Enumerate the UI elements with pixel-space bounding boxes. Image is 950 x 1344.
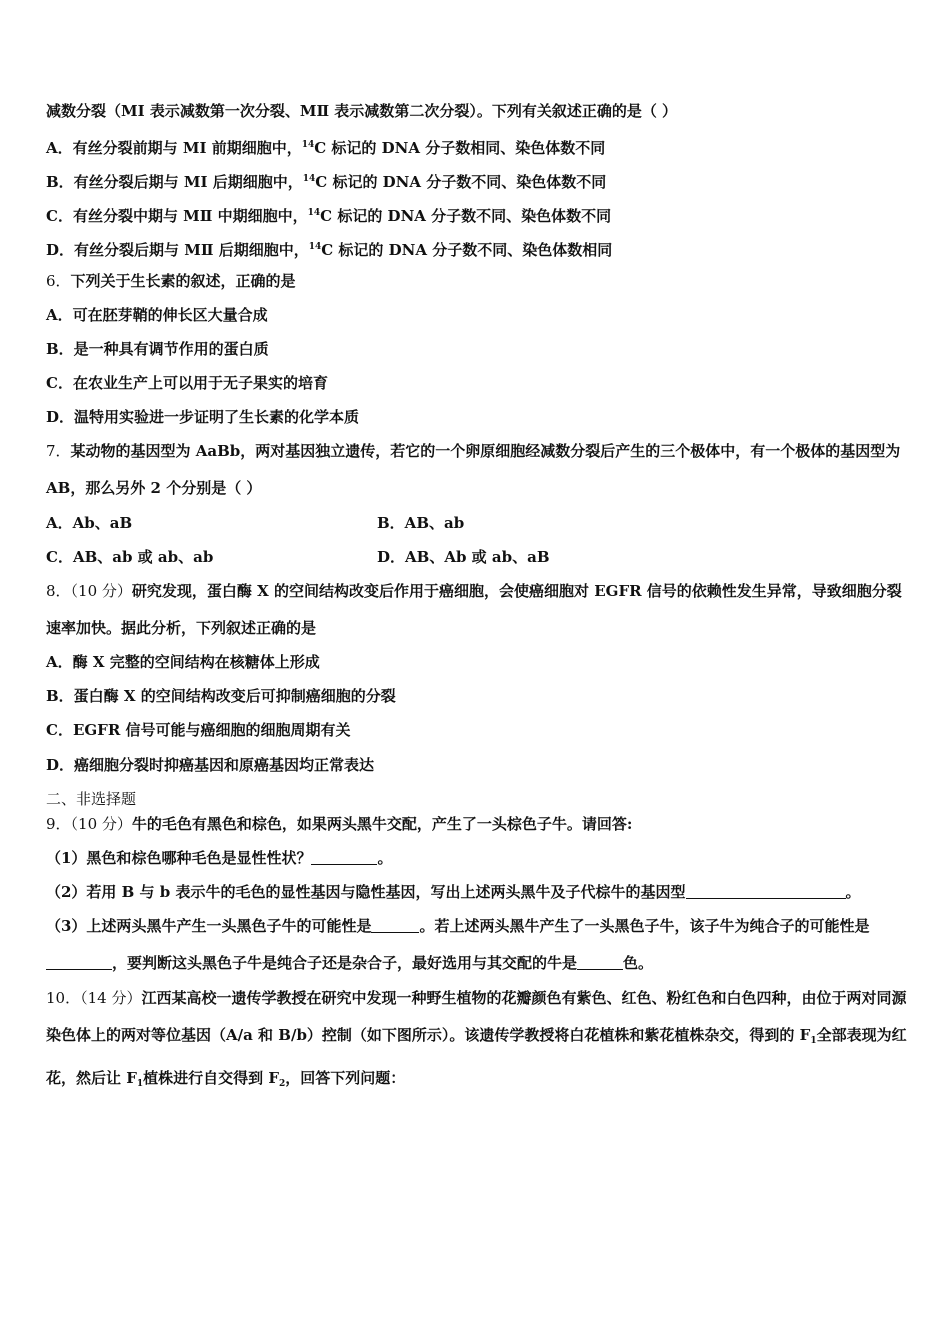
q5-option-a: A．有丝分裂前期与 MI 前期细胞中，$^{14}$C 标记的 DNA 分子数相同、染色体数不同 <box>46 139 606 157</box>
q7-options-row-1 <box>46 513 914 533</box>
q8-option-c: C．EGFR 信号可能与癌细胞的细胞周期有关 <box>46 721 351 739</box>
q8-option-a: A．酶 X 完整的空间结构在核糖体上形成 <box>46 653 320 671</box>
q6-stem: 6．下列关于生长素的叙述，正确的是 <box>46 272 296 290</box>
answer-blank[interactable] <box>311 850 377 865</box>
answer-blank[interactable] <box>577 955 623 970</box>
q5-option-d: D．有丝分裂后期与 MⅡ 后期细胞中，$^{14}$C 标记的 DNA 分子数不同、染色体数相同 <box>46 241 613 259</box>
answer-blank[interactable] <box>46 955 112 970</box>
q5-option-c: C．有丝分裂中期与 MⅡ 中期细胞中，$^{14}$C 标记的 DNA 分子数不同、染色体数不同 <box>46 207 612 225</box>
q7-option-d: D．AB、Ab 或 ab、aB <box>377 548 550 566</box>
q6-option-a: A．可在胚芽鞘的伸长区大量合成 <box>46 306 268 324</box>
section-2-heading: 二、非选择题 <box>46 790 137 808</box>
answer-blank[interactable] <box>371 918 419 933</box>
q8-option-d: D．癌细胞分裂时抑癌基因和原癌基因均正常表达 <box>46 756 375 774</box>
q9-part-2: （2）若用 B 与 b 表示牛的毛色的显性基因与隐性基因，写出上述两头黑牛及子代棕牛的基因型 。 <box>46 883 861 901</box>
q6-option-d: D．温特用实验进一步证明了生长素的化学本质 <box>46 408 360 426</box>
q5-stem: 减数分裂（MI 表示减数第一次分裂、MⅡ 表示减数第二次分裂）。下列有关叙述正确的是（ ） <box>46 102 678 120</box>
q7-option-c: C．AB、ab 或 ab、ab <box>46 548 214 566</box>
q6-option-b: B．是一种具有调节作用的蛋白质 <box>46 340 269 358</box>
q8-stem: 8．（10 分）研究发现，蛋白酶 X 的空间结构改变后作用于癌细胞，会使癌细胞对 EGFR 信号的依赖性发生异常，导致细胞分裂速率加快。据此分析，下列叙述正确的是 <box>46 582 902 637</box>
q6-option-c: C．在农业生产上可以用于无子果实的培育 <box>46 374 328 392</box>
q8-option-b: B．蛋白酶 X 的空间结构改变后可抑制癌细胞的分裂 <box>46 687 396 705</box>
q9-part-3: （3）上述两头黑牛产生一头黑色子牛的可能性是 。若上述两头黑牛产生了一头黑色子牛，该子牛为纯合子的可能性是，要判断这头黑色子牛是纯合子还是杂合子，最好选用与其交配的牛是 色。 <box>46 917 870 972</box>
q9-stem: 9．（10 分）牛的毛色有黑色和棕色，如果两头黑牛交配，产生了一头棕色子牛。请回答: <box>46 815 633 833</box>
q9-part-1: （1）黑色和棕色哪种毛色是显性性状？ 。 <box>46 849 393 867</box>
q7-option-a: A．Ab、aB <box>46 514 133 532</box>
q5-option-b: B．有丝分裂后期与 MI 后期细胞中，$^{14}$C 标记的 DNA 分子数不同、染色体数不同 <box>46 173 607 191</box>
answer-blank[interactable] <box>686 884 846 899</box>
q10-stem: 10．（14 分）江西某高校一遗传学教授在研究中发现一种野生植物的花瓣颜色有紫色、红色、粉红色和白色四种，由位于两对同源染色体上的两对等位基因（A/a 和 B/b）控制（如下图所示）。该遗传学教授将白花植株和紫花植株杂交，得到的 $F_1$全部表现为红花，然后让 $F_1$植株进行自交得到 $F_2$，回答下列问题： <box>46 989 907 1089</box>
q7-stem: 7．某动物的基因型为 AaBb，两对基因独立遗传，若它的一个卵原细胞经减数分裂后产生的三个极体中，有一个极体的基因型为 AB，那么另外 2 个分别是（ ） <box>46 442 901 497</box>
q7-options-row-2 <box>46 547 914 567</box>
q7-option-b: B．AB、ab <box>377 514 465 532</box>
